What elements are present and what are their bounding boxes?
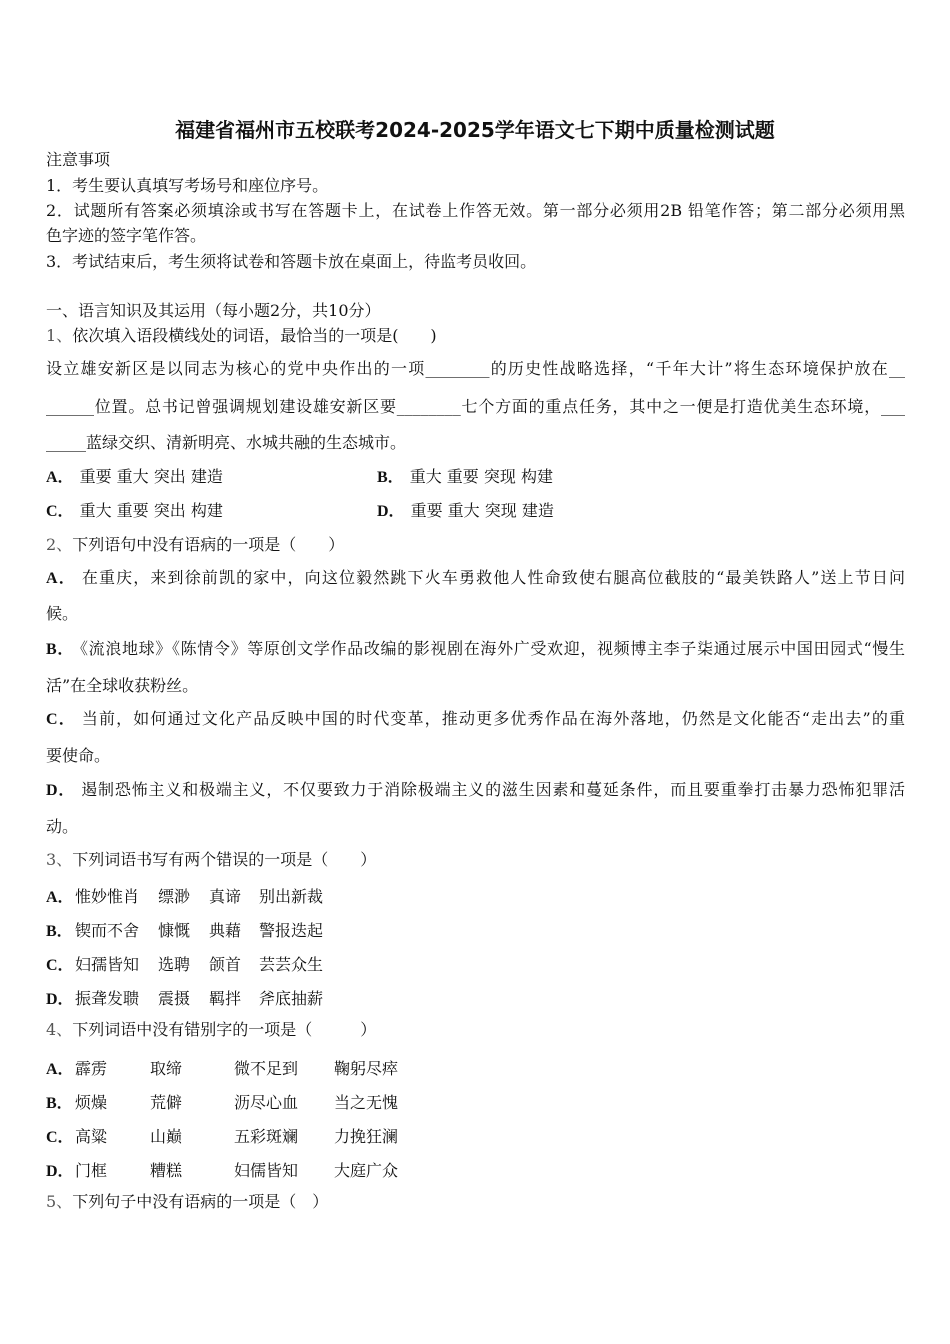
option-label: D．: [377, 503, 405, 520]
option-text: 重要 重大 突现 建造: [410, 501, 554, 520]
option-word: 大庭广众: [334, 1161, 399, 1180]
q2-option-a-cont: 候。: [46, 604, 79, 623]
question-number: 2、: [46, 535, 73, 554]
option-text: 《流浪地球》《陈情令》等原创文学作品改编的影视剧在海外广受欢迎，视频博主李子柒通过展示中国田园式“慢生: [80, 639, 905, 658]
q1-passage-line: _____蓝绿交织、清新明亮、水城共融的生态城市。: [46, 433, 407, 452]
option-word: 霹雳: [75, 1059, 108, 1078]
option-word: 妇儒皆知: [234, 1161, 299, 1180]
option-word: 力挽狂澜: [334, 1127, 399, 1146]
option-word: 选聘: [158, 955, 191, 974]
option-word: 芸芸众生: [259, 955, 324, 974]
q2-option-c[interactable]: [46, 709, 905, 729]
option-word: 荒僻: [150, 1093, 183, 1112]
option-label: C．: [46, 711, 76, 728]
q2-option-d[interactable]: [46, 780, 905, 800]
option-label: B．: [46, 1095, 73, 1112]
q1-option-b[interactable]: [377, 467, 553, 488]
page-title: 福建省福州市五校联考2024-2025学年语文七下期中质量检测试题: [175, 118, 775, 142]
question-number: 3、: [46, 850, 73, 869]
option-word: 五彩斑斓: [234, 1127, 299, 1146]
notice-item: 3．考试结束后，考生须将试卷和答题卡放在桌面上，待监考员收回。: [46, 252, 537, 271]
option-word: 慷慨: [158, 921, 191, 940]
q2-option-b-cont: 活”在全球收获粉丝。: [46, 676, 199, 695]
notice-heading: 注意事项: [46, 150, 111, 169]
option-text: 重大 重要 突出 构建: [79, 501, 223, 520]
q2-option-c-cont: 要使命。: [46, 746, 111, 765]
option-text: 重大 重要 突现 构建: [409, 467, 553, 486]
question-text: 下列语句中没有语病的一项是（ ）: [72, 535, 345, 554]
option-label: A．: [46, 570, 76, 587]
option-label: A．: [46, 469, 74, 486]
option-word: 惟妙惟肖: [75, 887, 140, 906]
option-word: 烦燥: [75, 1093, 108, 1112]
question-number: 4、: [46, 1020, 73, 1039]
q1-passage-line: 设立雄安新区是以同志为核心的党中央作出的一项________的历史性战略选择，“千年大计”将生态环境保护放在__: [46, 359, 905, 378]
option-word: 斧底抽薪: [259, 989, 324, 1008]
option-word: 门框: [75, 1161, 108, 1180]
question-text: 下列词语书写有两个错误的一项是（ ）: [72, 850, 377, 869]
option-word: 鞠躬尽瘁: [334, 1059, 399, 1078]
option-label: D．: [46, 782, 76, 799]
question-text: 下列词语中没有错别字的一项是（ ）: [72, 1020, 377, 1039]
notice-item: 色字迹的签字笔作答。: [46, 226, 207, 245]
option-word: 高粱: [75, 1127, 108, 1146]
q2-option-b[interactable]: [46, 639, 905, 659]
option-word: 警报迭起: [259, 921, 324, 940]
option-text: 遏制恐怖主义和极端主义，不仅要致力于消除极端主义的滋生因素和蔓延条件，而且要重拳打击暴力恐怖犯罪活: [81, 780, 905, 799]
q2-option-a[interactable]: [46, 568, 905, 588]
option-word: 缥渺: [158, 887, 191, 906]
question-2-stem: [46, 535, 344, 555]
notice-item: 1．考生要认真填写考场号和座位序号。: [46, 176, 329, 195]
option-label: D．: [46, 1163, 74, 1180]
q1-option-c[interactable]: [46, 501, 223, 522]
option-text: 当前，如何通过文化产品反映中国的时代变革，推动更多优秀作品在海外落地，仍然是文化能否“走出去”的重: [81, 709, 905, 728]
option-label: C．: [46, 1129, 74, 1146]
option-word: 真谛: [209, 887, 242, 906]
option-word: 糟糕: [150, 1161, 183, 1180]
option-text: 在重庆，来到徐前凯的家中，向这位毅然跳下火车勇救他人性命致使右腿高位截肢的“最美铁路人”送上节日问: [81, 568, 905, 587]
question-1-stem: [46, 326, 437, 346]
option-label: B．: [46, 923, 73, 940]
section-heading: 一、语言知识及其运用（每小题2分，共10分）: [46, 301, 381, 320]
question-5-stem: [46, 1192, 328, 1212]
question-4-stem: [46, 1020, 376, 1040]
notice-item: 2．试题所有答案必须填涂或书写在答题卡上，在试卷上作答无效。第一部分必须用2B 铅笔作答；第二部分必须用黑: [46, 201, 905, 220]
option-word: 羁拌: [209, 989, 242, 1008]
option-label: B．: [46, 641, 74, 658]
option-word: 别出新裁: [259, 887, 324, 906]
option-word: 振聋发聩: [75, 989, 140, 1008]
option-word: 锲而不舍: [75, 921, 140, 940]
question-3-stem: [46, 850, 376, 870]
option-word: 山巅: [150, 1127, 183, 1146]
question-number: 1、: [46, 326, 73, 345]
option-label: B．: [377, 469, 404, 486]
option-word: 妇孺皆知: [75, 955, 140, 974]
option-word: 当之无愧: [334, 1093, 399, 1112]
option-label: A．: [46, 889, 74, 906]
option-word: 颌首: [209, 955, 242, 974]
q1-option-a[interactable]: [46, 467, 223, 488]
option-label: C．: [46, 957, 74, 974]
option-word: 微不足到: [234, 1059, 299, 1078]
option-label: A．: [46, 1061, 74, 1078]
option-label: D．: [46, 991, 74, 1008]
option-text: 重要 重大 突出 建造: [79, 467, 223, 486]
option-word: 典藉: [209, 921, 242, 940]
question-number: 5、: [46, 1192, 73, 1211]
question-text: 下列句子中没有语病的一项是（ ）: [72, 1192, 329, 1211]
q2-option-d-cont: 动。: [46, 817, 79, 836]
q1-option-d[interactable]: [377, 501, 554, 522]
option-word: 取缔: [150, 1059, 183, 1078]
option-word: 震摄: [158, 989, 191, 1008]
option-word: 沥尽心血: [234, 1093, 299, 1112]
q1-passage-line: ______位置。总书记曾强调规划建设雄安新区要________七个方面的重点任务，其中之一便是打造优美生态环境，___: [46, 397, 905, 416]
question-text: 依次填入语段横线处的词语，最恰当的一项是( ): [72, 326, 437, 345]
option-label: C．: [46, 503, 74, 520]
